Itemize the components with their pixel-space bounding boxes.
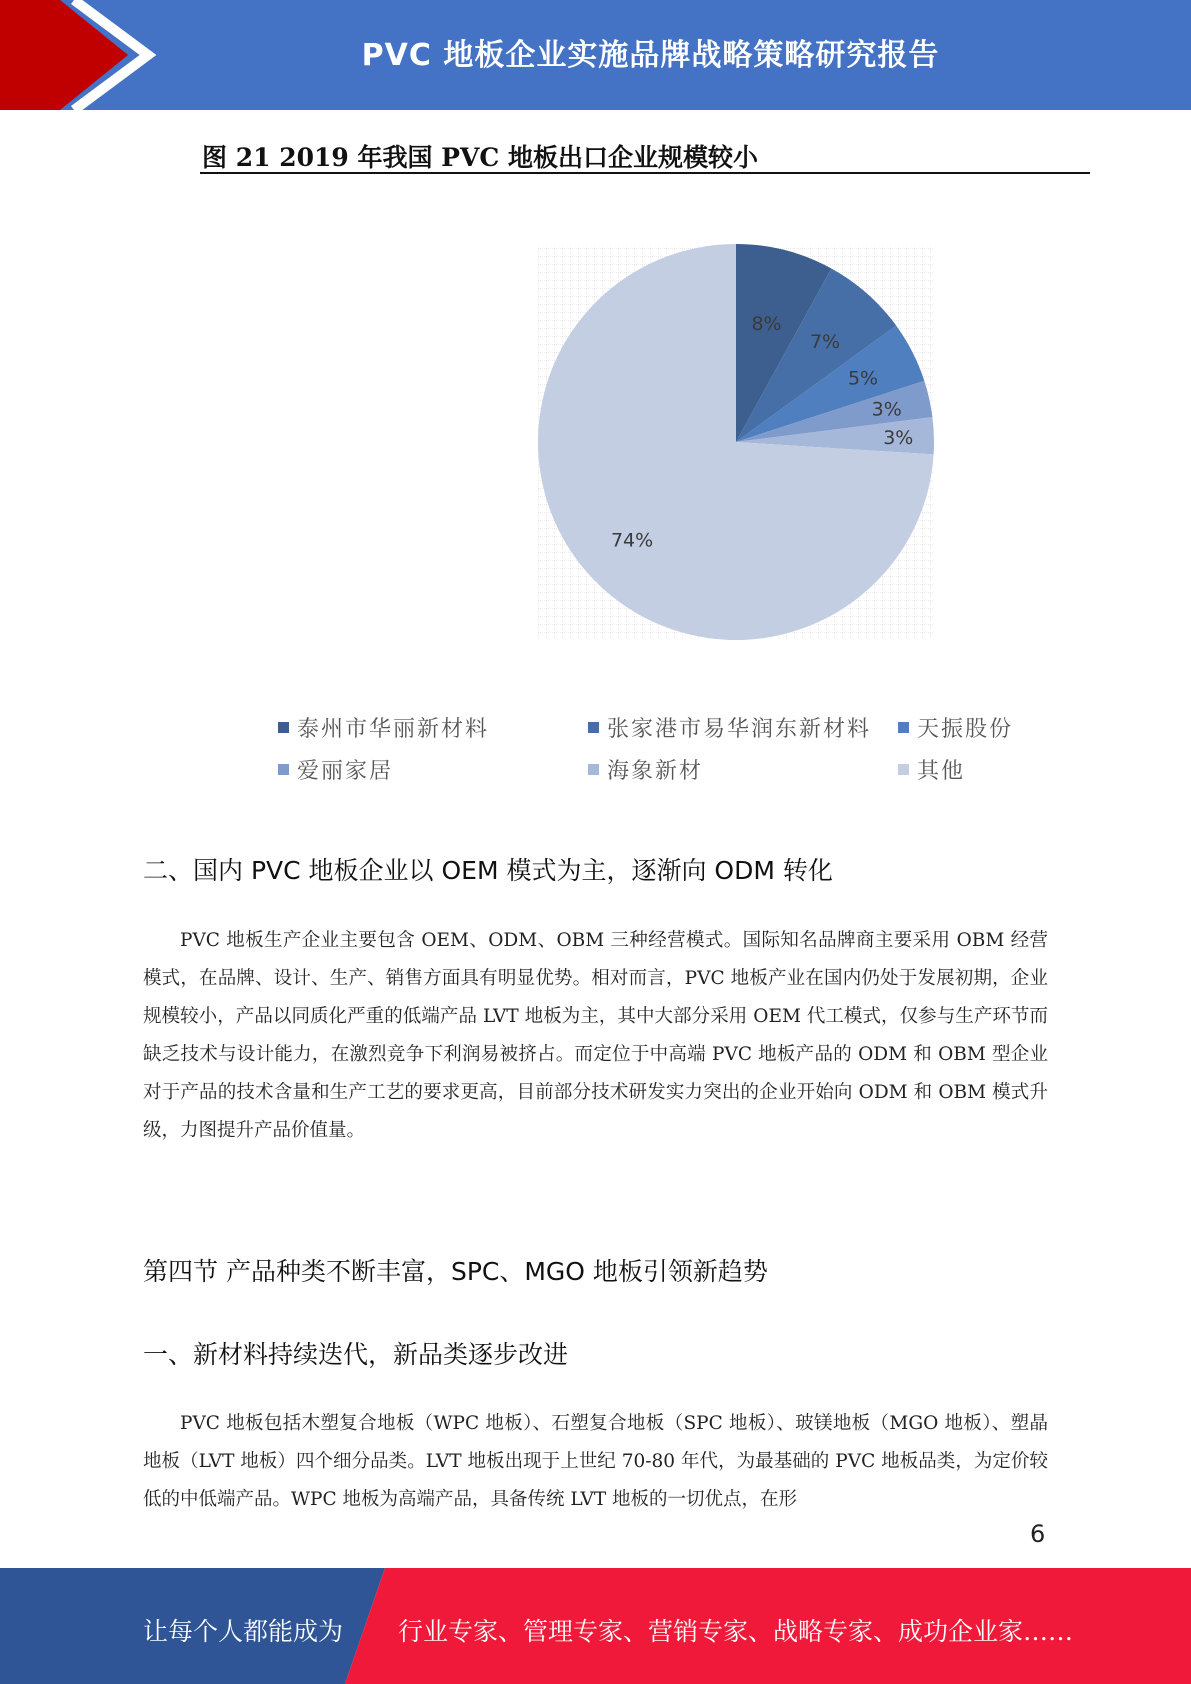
caption-rule bbox=[200, 172, 1090, 174]
body-paragraph: PVC 地板生产企业主要包含 OEM、ODM、OBM 三种经营模式。国际知名品牌商主要采用 OBM 经营模式，在品牌、设计、生产、销售方面具有明显优势。相对而言，PVC 地板产业在国内仍处于发展初期，企业规模较小，产品以同质化严重的低端产品 LVT 地板为主，其中大部分采用 OEM 代工模式，仅参与生产环节而缺乏技术与设计能力，在激烈竞争下利润易被挤占。而定位于中高端 PVC 地板产品的 ODM 和 OBM 型企业对于产品的技术含量和生产工艺的要求更高，目前部分技术研发实力突出的企业开始向 ODM 和 OBM 模式升级，力图提升产品价值量。 bbox=[143, 930, 1048, 1141]
legend-label: 爱丽家居 bbox=[297, 759, 394, 784]
header-banner bbox=[0, 0, 1191, 110]
slice-data-label: 5% bbox=[847, 367, 879, 390]
legend-swatch bbox=[898, 722, 909, 733]
slice-data-label: 3% bbox=[883, 426, 914, 449]
legend-item bbox=[588, 754, 703, 785]
legend-item bbox=[588, 712, 871, 743]
footer-slogan-right: 行业专家、管理专家、营销专家、战略专家、成功企业家…… bbox=[398, 1617, 1074, 1646]
footer-banner bbox=[0, 1568, 1191, 1684]
chapter-heading: 第四节 产品种类不断丰富，SPC、MGO 地板引领新趋势 bbox=[143, 1257, 768, 1286]
legend-label: 张家港市易华润东新材料 bbox=[607, 717, 872, 742]
legend-item bbox=[278, 712, 489, 743]
legend-swatch bbox=[278, 722, 289, 733]
legend-label: 天振股份 bbox=[917, 717, 1014, 742]
legend-item bbox=[898, 754, 965, 785]
report-title: PVC 地板企业实施品牌战略策略研究报告 bbox=[361, 38, 940, 73]
figure-caption: 图 21 2019 年我国 PVC 地板出口企业规模较小 bbox=[202, 143, 758, 172]
slice-data-label: 3% bbox=[871, 398, 902, 421]
slice-data-label: 7% bbox=[809, 331, 841, 354]
page-number: 6 bbox=[1030, 1520, 1046, 1548]
legend-label: 其他 bbox=[917, 759, 966, 784]
legend-swatch bbox=[588, 764, 599, 775]
slice-data-label: 8% bbox=[751, 313, 782, 336]
legend-label: 泰州市华丽新材料 bbox=[297, 717, 490, 742]
body-paragraph: PVC 地板包括木塑复合地板（WPC 地板）、石塑复合地板（SPC 地板）、玻镁地板（MGO 地板）、塑晶地板（LVT 地板）四个细分品类。LVT 地板出现于上世纪 70-80 年代，为最基础的 PVC 地板品类，为定价较低的中低端产品。WPC 地板为高端产品，具备传统 LVT 地板的一切优点，在形 bbox=[143, 1413, 1048, 1510]
legend-swatch bbox=[278, 764, 289, 775]
legend-swatch bbox=[588, 722, 599, 733]
legend-label: 海象新材 bbox=[607, 759, 704, 784]
legend-item bbox=[278, 754, 393, 785]
legend-item bbox=[898, 712, 1013, 743]
section-heading: 一、新材料持续迭代，新品类逐步改进 bbox=[143, 1340, 569, 1369]
pie-chart bbox=[530, 240, 940, 650]
footer-slogan-left: 让每个人都能成为 bbox=[143, 1617, 344, 1646]
section-heading: 二、国内 PVC 地板企业以 OEM 模式为主，逐渐向 ODM 转化 bbox=[143, 856, 833, 885]
header-arrow-decoration bbox=[0, 0, 160, 110]
slice-data-label: 74% bbox=[610, 529, 654, 552]
legend-swatch bbox=[898, 764, 909, 775]
